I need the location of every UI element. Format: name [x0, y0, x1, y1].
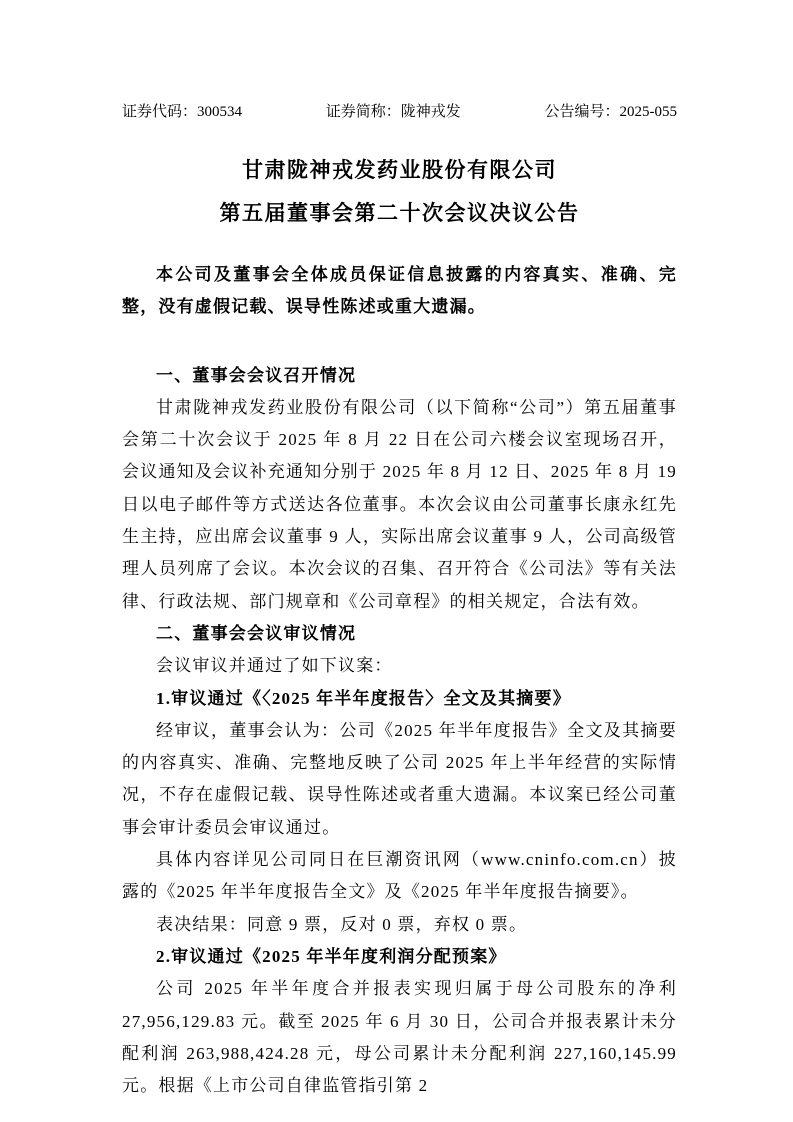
stock-abbr-label: 证券简称：陇神戎发 [325, 104, 461, 120]
securities-header-row [122, 103, 677, 122]
company-name-title: 甘肃陇神戎发药业股份有限公司 [242, 158, 557, 182]
disclaimer-statement: 本公司及董事会全体成员保证信息披露的内容真实、准确、完整，没有虚假记载、误导性陈述或重大遗漏。 [122, 265, 677, 317]
proposal-2-profit-paragraph: 公司 2025 年半年度合并报表实现归属于母公司股东的净利 27,956,129.83 元。截至 2025 年 6 月 30 日，公司合并报表累计未分配利润 263,988,424.28 元，母公司累计未分配利润 227,160,145.99 元。根据《上市公司自律监管指引第 2 [122, 979, 677, 1096]
resolution-subtitle: 第五届董事会第二十次会议决议公告 [219, 201, 580, 225]
proposal-1-review-paragraph: 经审议，董事会认为：公司《2025 年半年度报告》全文及其摘要的内容真实、准确、完整地反映了公司 2025 年上半年经营的实际情况，不存在虚假记载、误导性陈述或者重大遗漏。本议案已经公司董事会审计委员会审议通过。 [122, 720, 677, 837]
section-2-heading: 二、董事会会议审议情况 [156, 623, 357, 643]
stock-code-label: 证券代码：300534 [122, 104, 243, 120]
section-1-heading: 一、董事会会议召开情况 [156, 365, 357, 385]
announcement-number-label: 公告编号：2025-055 [544, 104, 677, 120]
announcement-body [122, 360, 677, 1103]
page-content [122, 103, 677, 1102]
proposal-1-heading: 1.审议通过《〈2025 年半年度报告〉全文及其摘要》 [156, 688, 571, 708]
meeting-convening-paragraph: 甘肃陇神戎发药业股份有限公司（以下简称“公司”）第五届董事会第二十次会议于 2025 年 8 月 22 日在公司六楼会议室现场召开，会议通知及会议补充通知分别于 2025 年 8 月 12 日、2025 年 8 月 19 日以电子邮件等方式送达各位董事。本次会议由公司董事长康永红先生主持，应出席会议董事 9 人，实际出席会议董事 9 人，公司高级管理人员列席了会议。本次会议的召集、召开符合《公司法》等有关法律、行政法规、部门规章和《公司章程》的相关规定，合法有效。 [122, 397, 677, 611]
proposal-1-vote-result: 表决结果：同意 9 票，反对 0 票，弃权 0 票。 [156, 914, 528, 934]
proposal-2-heading: 2.审议通过《2025 年半年度利润分配预案》 [156, 946, 507, 966]
proposal-1-details-paragraph: 具体内容详见公司同日在巨潮资讯网（www.cninfo.com.cn）披露的《2025 年半年度报告全文》及《2025 年半年度报告摘要》。 [122, 850, 677, 902]
proposals-intro-paragraph: 会议审议并通过了如下议案： [156, 656, 393, 676]
